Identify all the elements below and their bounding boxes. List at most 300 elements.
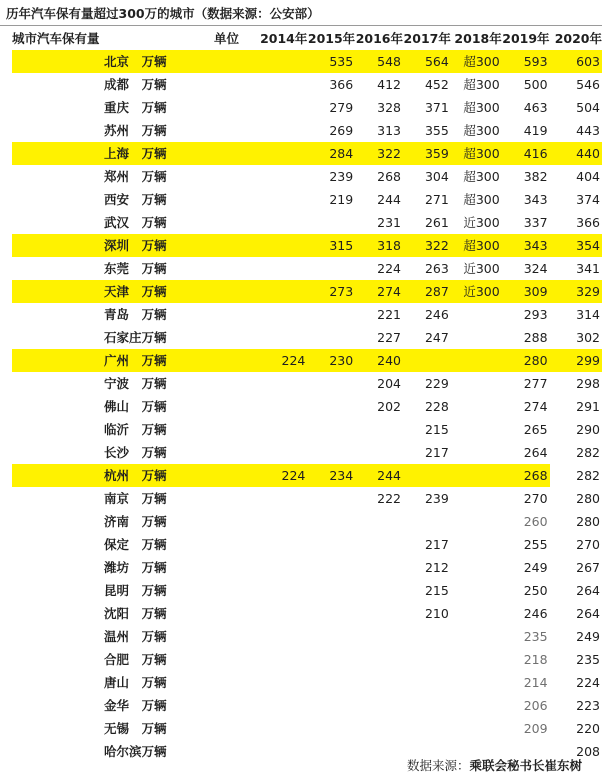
value-cell: 329 (550, 280, 602, 303)
value-cell (255, 303, 307, 326)
value-cell (307, 671, 355, 694)
value-cell: 355 (424, 123, 449, 138)
unit-cell: 万辆 (141, 100, 167, 115)
value-cell: 217 (424, 445, 449, 460)
table-row (12, 533, 602, 556)
value-cell: 234 (307, 464, 355, 487)
unit-cell: 万辆 (142, 349, 255, 372)
value-cell (255, 671, 307, 694)
value-cell (307, 441, 355, 464)
value-cell: 419 (523, 123, 548, 138)
table-row (12, 717, 602, 740)
value-cell: 263 (424, 261, 449, 276)
value-cell: 302 (576, 330, 600, 345)
table-row (12, 188, 602, 211)
unit-cell: 万辆 (141, 606, 167, 621)
unit-cell: 万辆 (141, 399, 167, 414)
value-cell (403, 625, 451, 648)
city-cell: 保定 (104, 537, 130, 552)
value-cell: 近300 (463, 215, 500, 230)
value-cell: 404 (576, 169, 600, 184)
data-source-note (407, 756, 582, 774)
header-2018: 2018年 (454, 31, 502, 46)
value-cell (307, 717, 355, 740)
city-cell: 苏州 (104, 123, 130, 138)
value-cell (255, 211, 307, 234)
value-cell (307, 257, 355, 280)
value-cell: 337 (523, 215, 548, 230)
value-cell: 500 (523, 77, 548, 92)
city-cell: 武汉 (104, 215, 130, 230)
city-cell: 哈尔滨 (104, 744, 142, 759)
city-cell: 宁波 (104, 376, 130, 391)
value-cell: 282 (576, 468, 600, 483)
unit-cell: 万辆 (141, 537, 167, 552)
header-2016: 2016年 (355, 31, 404, 46)
value-cell (451, 602, 502, 625)
value-cell: 371 (424, 100, 449, 115)
unit-cell: 万辆 (141, 261, 167, 276)
value-cell: 290 (576, 422, 600, 437)
value-cell (451, 648, 502, 671)
value-cell: 443 (576, 123, 600, 138)
vehicle-ownership-table (12, 27, 602, 763)
value-cell: 近300 (463, 261, 500, 276)
value-cell (355, 510, 403, 533)
table-row (12, 694, 602, 717)
page-title: 历年汽车保有量超过300万的城市（数据来源：公安部） (6, 6, 320, 21)
value-cell (255, 395, 307, 418)
city-cell: 成都 (104, 77, 130, 92)
value-cell (451, 395, 502, 418)
unit-cell: 万辆 (141, 445, 167, 460)
city-cell: 重庆 (104, 100, 130, 115)
city-cell: 上海 (12, 142, 142, 165)
value-cell (307, 602, 355, 625)
value-cell (307, 418, 355, 441)
city-cell: 合肥 (104, 652, 130, 667)
value-cell: 204 (377, 376, 402, 391)
table-row (12, 234, 602, 257)
value-cell: 208 (576, 744, 600, 759)
value-cell: 416 (502, 142, 550, 165)
unit-cell: 万辆 (142, 142, 255, 165)
value-cell: 273 (307, 280, 355, 303)
value-cell: 264 (523, 445, 548, 460)
value-cell: 超300 (463, 123, 500, 138)
value-cell: 299 (550, 349, 602, 372)
value-cell: 210 (424, 606, 449, 621)
value-cell: 227 (377, 330, 402, 345)
value-cell: 271 (424, 192, 449, 207)
unit-cell: 万辆 (142, 280, 255, 303)
value-cell: 267 (576, 560, 600, 575)
value-cell (307, 326, 355, 349)
city-cell: 青岛 (104, 307, 130, 322)
value-cell (255, 740, 307, 763)
city-cell: 长沙 (104, 445, 130, 460)
value-cell: 269 (329, 123, 354, 138)
value-cell (255, 165, 307, 188)
value-cell (255, 188, 307, 211)
value-cell: 322 (355, 142, 403, 165)
value-cell: 224 (576, 675, 600, 690)
value-cell: 214 (523, 675, 548, 690)
unit-cell: 万辆 (141, 192, 167, 207)
value-cell: 593 (502, 50, 550, 73)
value-cell (451, 441, 502, 464)
value-cell (355, 625, 403, 648)
unit-cell: 万辆 (142, 234, 255, 257)
table-row (12, 142, 602, 165)
unit-cell: 万辆 (142, 50, 255, 73)
value-cell: 440 (550, 142, 602, 165)
table-header (12, 27, 602, 50)
value-cell (307, 625, 355, 648)
value-cell: 343 (523, 192, 548, 207)
value-cell: 274 (523, 399, 548, 414)
table-row (12, 395, 602, 418)
value-cell: 313 (377, 123, 402, 138)
value-cell: 268 (502, 464, 550, 487)
value-cell (451, 464, 502, 487)
value-cell: 224 (377, 261, 402, 276)
unit-cell: 万辆 (142, 464, 255, 487)
value-cell: 268 (377, 169, 402, 184)
value-cell (255, 694, 307, 717)
value-cell (255, 50, 307, 73)
value-cell (355, 441, 403, 464)
value-cell (255, 326, 307, 349)
city-cell: 北京 (12, 50, 142, 73)
city-cell: 杭州 (12, 464, 142, 487)
value-cell: 366 (329, 77, 354, 92)
unit-cell: 万辆 (141, 491, 167, 506)
value-cell (403, 464, 451, 487)
table-row (12, 165, 602, 188)
city-cell: 石家庄 (104, 330, 142, 345)
city-cell: 西安 (104, 192, 130, 207)
value-cell (255, 556, 307, 579)
value-cell (451, 671, 502, 694)
value-cell: 288 (523, 330, 548, 345)
unit-cell: 万辆 (141, 215, 167, 230)
value-cell: 270 (576, 537, 600, 552)
value-cell: 452 (424, 77, 449, 92)
table-row (12, 418, 602, 441)
value-cell (403, 694, 451, 717)
value-cell: 564 (403, 50, 451, 73)
table-row (12, 73, 602, 96)
value-cell: 255 (523, 537, 548, 552)
value-cell (307, 395, 355, 418)
city-cell: 临沂 (104, 422, 130, 437)
value-cell (307, 303, 355, 326)
value-cell: 261 (424, 215, 449, 230)
value-cell (255, 142, 307, 165)
value-cell: 212 (424, 560, 449, 575)
value-cell: 504 (576, 100, 600, 115)
value-cell: 280 (576, 514, 600, 529)
value-cell (255, 418, 307, 441)
header-row (12, 27, 602, 50)
value-cell: 318 (355, 234, 403, 257)
value-cell (451, 579, 502, 602)
unit-cell: 万辆 (141, 514, 167, 529)
value-cell (403, 510, 451, 533)
value-cell: 309 (502, 280, 550, 303)
value-cell: 463 (523, 100, 548, 115)
table-row (12, 441, 602, 464)
unit-cell: 万辆 (141, 698, 167, 713)
header-2019: 2019年 (502, 31, 550, 46)
value-cell (255, 579, 307, 602)
value-cell: 超300 (451, 234, 502, 257)
value-cell (307, 487, 355, 510)
value-cell (255, 96, 307, 119)
value-cell (307, 694, 355, 717)
table-row (12, 648, 602, 671)
value-cell: 324 (523, 261, 548, 276)
city-cell: 深圳 (12, 234, 142, 257)
value-cell (255, 602, 307, 625)
value-cell (255, 441, 307, 464)
value-cell (307, 648, 355, 671)
value-cell: 202 (377, 399, 402, 414)
data-source-name: 乘联会秘书长崔东树 (469, 758, 582, 773)
value-cell (307, 372, 355, 395)
table-row (12, 280, 602, 303)
table-row (12, 96, 602, 119)
value-cell: 366 (576, 215, 600, 230)
table-row (12, 119, 602, 142)
unit-cell: 万辆 (141, 330, 167, 345)
value-cell: 246 (424, 307, 449, 322)
city-cell: 东莞 (104, 261, 130, 276)
value-cell (355, 533, 403, 556)
value-cell: 328 (377, 100, 402, 115)
unit-cell: 万辆 (141, 583, 167, 598)
value-cell (403, 349, 451, 372)
value-cell: 235 (523, 629, 548, 644)
city-cell: 佛山 (104, 399, 130, 414)
table-row (12, 211, 602, 234)
value-cell (451, 349, 502, 372)
value-cell: 249 (576, 629, 600, 644)
table-row (12, 487, 602, 510)
value-cell: 246 (523, 606, 548, 621)
table-row (12, 579, 602, 602)
value-cell: 304 (424, 169, 449, 184)
table-row (12, 257, 602, 280)
value-cell: 217 (424, 537, 449, 552)
value-cell (355, 740, 403, 763)
value-cell: 314 (576, 307, 600, 322)
value-cell: 298 (576, 376, 600, 391)
unit-cell: 万辆 (141, 652, 167, 667)
value-cell (355, 671, 403, 694)
value-cell: 535 (307, 50, 355, 73)
value-cell: 280 (502, 349, 550, 372)
value-cell (451, 326, 502, 349)
value-cell: 206 (523, 698, 548, 713)
value-cell (451, 533, 502, 556)
value-cell (255, 119, 307, 142)
value-cell: 359 (403, 142, 451, 165)
value-cell: 322 (403, 234, 451, 257)
value-cell: 382 (523, 169, 548, 184)
value-cell: 221 (377, 307, 402, 322)
value-cell (307, 211, 355, 234)
unit-cell: 万辆 (141, 629, 167, 644)
city-cell: 金华 (104, 698, 130, 713)
value-cell (451, 372, 502, 395)
value-cell: 249 (523, 560, 548, 575)
value-cell: 603 (550, 50, 602, 73)
header-2014: 2014年 (260, 31, 308, 46)
value-cell: 315 (307, 234, 355, 257)
value-cell (255, 73, 307, 96)
city-cell: 昆明 (104, 583, 130, 598)
value-cell: 223 (576, 698, 600, 713)
value-cell: 250 (523, 583, 548, 598)
value-cell (355, 556, 403, 579)
value-cell (307, 579, 355, 602)
value-cell: 235 (576, 652, 600, 667)
value-cell: 224 (255, 349, 307, 372)
value-cell: 239 (329, 169, 354, 184)
value-cell: 218 (523, 652, 548, 667)
city-cell: 无锡 (104, 721, 130, 736)
header-city: 城市汽车保有量 (12, 31, 100, 46)
value-cell (255, 510, 307, 533)
value-cell: 412 (377, 77, 402, 92)
value-cell (403, 717, 451, 740)
value-cell: 220 (576, 721, 600, 736)
value-cell: 280 (576, 491, 600, 506)
value-cell: 354 (550, 234, 602, 257)
unit-cell: 万辆 (141, 721, 167, 736)
value-cell: 548 (355, 50, 403, 73)
value-cell: 279 (329, 100, 354, 115)
value-cell (451, 717, 502, 740)
value-cell (451, 625, 502, 648)
value-cell: 239 (424, 491, 449, 506)
value-cell: 224 (255, 464, 307, 487)
header-2015: 2015年 (307, 31, 356, 46)
value-cell: 264 (576, 606, 600, 621)
value-cell: 264 (576, 583, 600, 598)
city-cell: 天津 (12, 280, 142, 303)
value-cell (355, 648, 403, 671)
value-cell (255, 234, 307, 257)
value-cell: 265 (523, 422, 548, 437)
value-cell (355, 694, 403, 717)
value-cell: 229 (424, 376, 449, 391)
value-cell: 240 (355, 349, 403, 372)
value-cell: 超300 (451, 142, 502, 165)
value-cell: 270 (523, 491, 548, 506)
table-row (12, 372, 602, 395)
value-cell: 219 (329, 192, 354, 207)
value-cell: 215 (424, 583, 449, 598)
value-cell: 277 (523, 376, 548, 391)
city-cell: 广州 (12, 349, 142, 372)
value-cell (355, 579, 403, 602)
value-cell: 374 (576, 192, 600, 207)
value-cell: 近300 (451, 280, 502, 303)
table-row (12, 602, 602, 625)
value-cell (255, 487, 307, 510)
value-cell (307, 556, 355, 579)
table-row (12, 303, 602, 326)
unit-cell: 万辆 (141, 376, 167, 391)
value-cell (403, 671, 451, 694)
value-cell (403, 648, 451, 671)
header-2017: 2017年 (403, 31, 451, 46)
table-row (12, 326, 602, 349)
unit-cell: 万辆 (141, 307, 167, 322)
unit-cell: 万辆 (141, 744, 167, 759)
value-cell: 284 (307, 142, 355, 165)
value-cell: 343 (502, 234, 550, 257)
value-cell: 293 (523, 307, 548, 322)
unit-cell: 万辆 (141, 422, 167, 437)
value-cell: 超300 (463, 100, 500, 115)
value-cell (255, 625, 307, 648)
value-cell (255, 717, 307, 740)
value-cell: 209 (523, 721, 548, 736)
value-cell: 230 (307, 349, 355, 372)
table-row (12, 625, 602, 648)
value-cell (355, 717, 403, 740)
value-cell: 287 (403, 280, 451, 303)
value-cell (451, 303, 502, 326)
value-cell: 215 (424, 422, 449, 437)
city-cell: 唐山 (104, 675, 130, 690)
value-cell (451, 694, 502, 717)
value-cell (355, 602, 403, 625)
data-source-prefix: 数据来源： (406, 758, 470, 773)
value-cell (451, 556, 502, 579)
value-cell: 超300 (451, 50, 502, 73)
value-cell (307, 533, 355, 556)
value-cell (255, 372, 307, 395)
value-cell: 超300 (463, 192, 500, 207)
value-cell (451, 510, 502, 533)
value-cell: 244 (355, 464, 403, 487)
header-2020: 2020年 (554, 31, 602, 46)
city-cell: 温州 (104, 629, 130, 644)
value-cell (255, 257, 307, 280)
value-cell: 247 (424, 330, 449, 345)
value-cell (355, 418, 403, 441)
value-cell (255, 533, 307, 556)
unit-cell: 万辆 (141, 675, 167, 690)
value-cell: 222 (377, 491, 402, 506)
table-row (12, 349, 602, 372)
value-cell: 274 (355, 280, 403, 303)
value-cell (451, 418, 502, 441)
value-cell: 244 (377, 192, 402, 207)
table-row (12, 464, 602, 487)
table-body (12, 50, 602, 763)
value-cell (255, 648, 307, 671)
value-cell (255, 280, 307, 303)
value-cell (451, 487, 502, 510)
value-cell: 282 (576, 445, 600, 460)
value-cell: 260 (523, 514, 548, 529)
